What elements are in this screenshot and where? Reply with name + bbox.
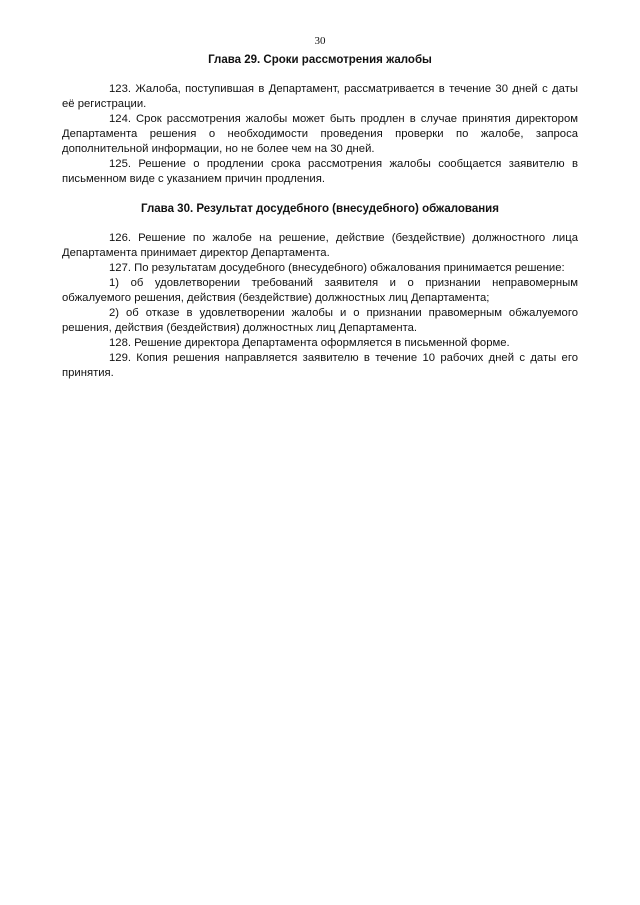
paragraph-125: 125. Решение о продлении срока рассмотрения жалобы сообщается заявителю в письменном виде с указанием причин продления. [62, 158, 578, 185]
document-content [62, 53, 578, 381]
paragraph-129: 129. Копия решения направляется заявителю в течение 10 рабочих дней с даты его принятия. [62, 352, 578, 379]
paragraph-128: 128. Решение директора Департамента оформляется в письменной форме. [109, 337, 510, 349]
page-number: 30 [314, 35, 326, 47]
paragraph-127-item-1: 1) об удовлетворении требований заявителя и о признании неправомерным обжалуемого решения, действия (бездействие) должностных лиц Департамента; [62, 277, 578, 304]
chapter-30-heading: Глава 30. Результат досудебного (внесудебного) обжалования [141, 203, 499, 215]
paragraph-124: 124. Срок рассмотрения жалобы может быть продлен в случае принятия директором Департамента решения о необходимости проведения проверки по жалобе, запроса дополнительной информации, но не более чем на 30 дней. [62, 113, 578, 155]
chapter-29-heading: Глава 29. Сроки рассмотрения жалобы [208, 54, 432, 66]
paragraph-127-item-2: 2) об отказе в удовлетворении жалобы и о признании правомерным обжалуемого решения, действия (бездействия) должностных лиц Департамента. [62, 307, 578, 334]
paragraph-123: 123. Жалоба, поступившая в Департамент, рассматривается в течение 30 дней с даты её регистрации. [62, 83, 578, 110]
paragraph-126: 126. Решение по жалобе на решение, действие (бездействие) должностного лица Департамента принимает директор Департамента. [62, 232, 578, 259]
paragraph-127: 127. По результатам досудебного (внесудебного) обжалования принимается решение: [109, 262, 565, 274]
